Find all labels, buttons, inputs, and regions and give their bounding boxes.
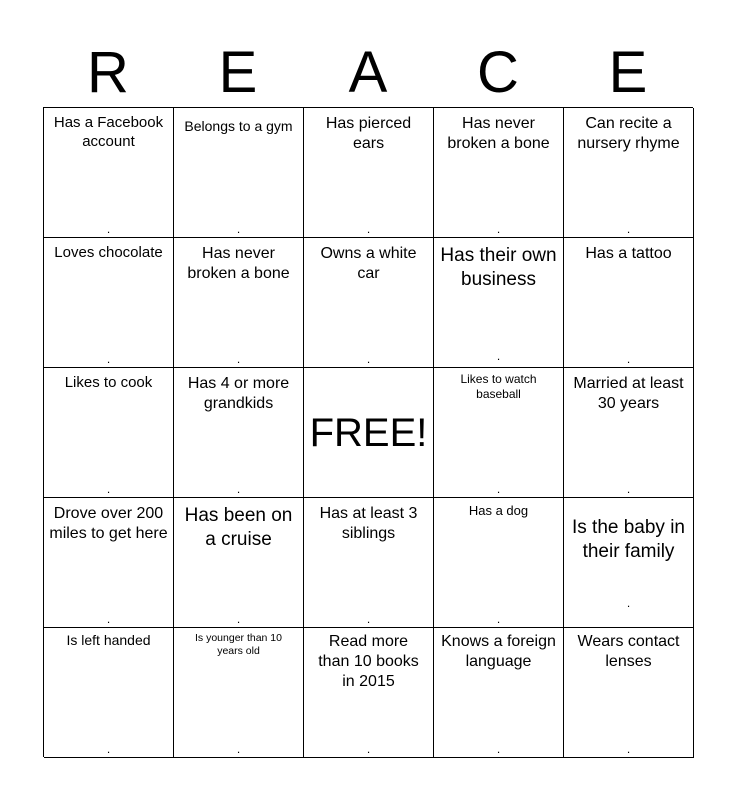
cell-dot: . [106, 612, 111, 626]
bingo-cell[interactable] [174, 368, 304, 498]
cell-dot: . [366, 352, 371, 366]
bingo-cell[interactable] [304, 238, 434, 368]
bingo-grid [43, 107, 693, 757]
cell-dot: . [496, 612, 501, 626]
cell-label: Married at least 30 years [573, 375, 684, 412]
header-letter-2: E [218, 40, 258, 105]
cell-dot: . [366, 612, 371, 626]
cell-label: Knows a foreign language [441, 633, 556, 670]
cell-label: Has their own business [440, 245, 557, 290]
free-space[interactable] [304, 368, 434, 498]
cell-dot: . [236, 482, 241, 496]
bingo-cell[interactable] [564, 108, 694, 238]
cell-label: Is younger than 10 years old [195, 632, 282, 658]
cell-label: Belongs to a gym [184, 118, 293, 134]
cell-dot: . [496, 349, 501, 363]
cell-label: Has 4 or more grandkids [187, 375, 290, 412]
cell-dot: . [236, 742, 241, 756]
cell-label: Has never broken a bone [447, 115, 550, 152]
cell-label: Has never broken a bone [187, 245, 290, 282]
cell-dot: . [236, 352, 241, 366]
cell-label: Has a dog [468, 503, 529, 518]
header-letter-1: R [87, 40, 129, 105]
bingo-cell[interactable] [174, 628, 304, 758]
cell-label: Is left handed [66, 632, 151, 648]
cell-label: Wears contact lenses [577, 633, 680, 670]
free-space-label: FREE! [309, 411, 428, 455]
bingo-cell[interactable] [304, 108, 434, 238]
bingo-cell[interactable] [174, 108, 304, 238]
bingo-cell[interactable] [304, 498, 434, 628]
cell-dot: . [626, 352, 631, 366]
bingo-cell[interactable] [174, 238, 304, 368]
header-letter-5: E [608, 40, 648, 105]
cell-dot: . [496, 482, 501, 496]
bingo-cell[interactable] [564, 628, 694, 758]
cell-label: Has at least 3 siblings [319, 505, 418, 542]
cell-label: Likes to cook [64, 374, 153, 391]
bingo-cell[interactable] [564, 498, 694, 628]
bingo-cell[interactable] [434, 108, 564, 238]
bingo-cell[interactable] [434, 368, 564, 498]
cell-dot: . [236, 222, 241, 236]
cell-dot: . [106, 482, 111, 496]
bingo-cell[interactable] [44, 628, 174, 758]
cell-label: Read more than 10 books in 2015 [318, 633, 419, 690]
cell-dot: . [106, 742, 111, 756]
cell-dot: . [626, 482, 631, 496]
bingo-cell[interactable] [44, 108, 174, 238]
cell-label: Drove over 200 miles to get here [49, 505, 168, 542]
cell-dot: . [626, 222, 631, 236]
cell-dot: . [626, 742, 631, 756]
bingo-cell[interactable] [434, 238, 564, 368]
bingo-cell[interactable] [434, 628, 564, 758]
bingo-cell[interactable] [44, 238, 174, 368]
cell-label: Can recite a nursery rhyme [577, 115, 680, 152]
cell-dot: . [236, 612, 241, 626]
cell-label: Has a tattoo [585, 245, 672, 262]
cell-dot: . [106, 352, 111, 366]
cell-dot: . [496, 222, 501, 236]
bingo-cell[interactable] [434, 498, 564, 628]
bingo-cell[interactable] [44, 368, 174, 498]
bingo-header [43, 40, 693, 106]
cell-label: Is the baby in their family [571, 517, 686, 562]
cell-label: Likes to watch baseball [460, 372, 537, 401]
cell-dot: . [496, 742, 501, 756]
cell-label: Has a Facebook account [53, 114, 164, 150]
cell-label: Has been on a cruise [184, 505, 293, 550]
cell-dot: . [366, 742, 371, 756]
cell-label: Owns a white car [320, 245, 417, 282]
bingo-cell[interactable] [564, 368, 694, 498]
cell-dot: . [366, 222, 371, 236]
cell-dot: . [106, 222, 111, 236]
header-letter-3: A [348, 40, 388, 105]
header-letter-4: C [477, 40, 519, 105]
bingo-cell[interactable] [564, 238, 694, 368]
bingo-cell[interactable] [304, 628, 434, 758]
bingo-cell[interactable] [174, 498, 304, 628]
bingo-cell[interactable] [44, 498, 174, 628]
cell-label: Loves chocolate [54, 244, 163, 261]
cell-label: Has pierced ears [325, 115, 412, 152]
cell-dot: . [626, 596, 631, 610]
